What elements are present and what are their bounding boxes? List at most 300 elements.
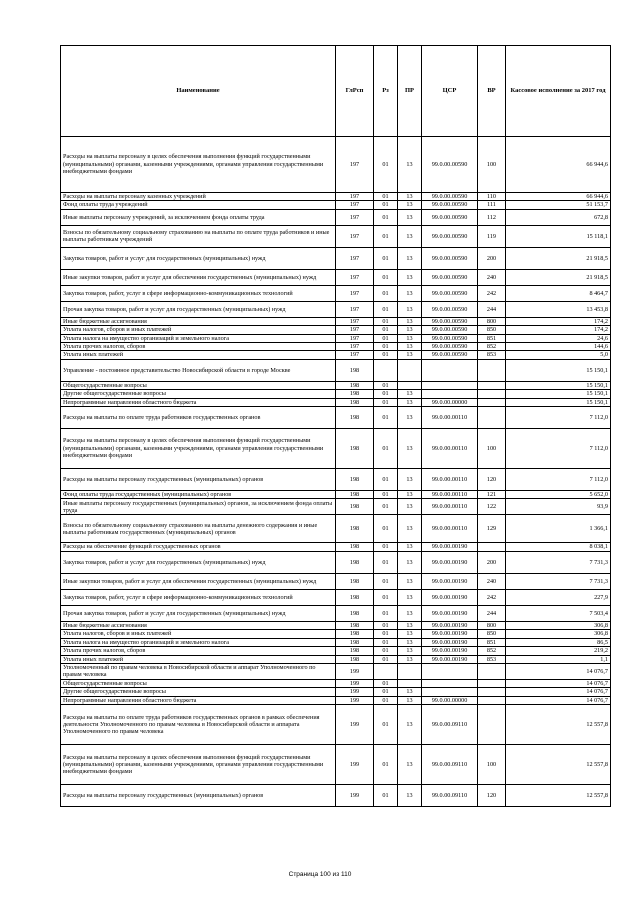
page-footer: Страница 100 из 110 xyxy=(288,871,352,878)
cell-vr: 852 xyxy=(478,647,506,655)
cell-name: Расходы на выплаты по оплате труда работников государственных органов в рамках обеспечения деятельности Уполномоченного по правам человека в Новосибирской области и аппарата Уполномоченного по правам человека xyxy=(61,705,336,745)
cell-sum: 5,0 xyxy=(506,351,611,359)
cell-name: Другие общегосударственные вопросы xyxy=(61,390,336,398)
table-row xyxy=(61,785,611,807)
cell-sum: 14 076,7 xyxy=(506,688,611,696)
cell-name: Уплата налогов, сборов и иных платежей xyxy=(61,630,336,638)
cell-sum: 227,9 xyxy=(506,589,611,605)
table-row xyxy=(61,663,611,679)
cell-grbs: 197 xyxy=(336,193,374,201)
cell-sum: 8 464,7 xyxy=(506,285,611,301)
cell-grbs: 198 xyxy=(336,655,374,663)
table-row xyxy=(61,429,611,469)
cell-csr xyxy=(422,688,478,696)
cell-sum: 14 076,7 xyxy=(506,696,611,704)
cell-grbs: 198 xyxy=(336,407,374,429)
cell-name: Взносы по обязательному социальному страхованию на выплаты по оплате труда работников и иные выплаты работникам учреждений xyxy=(61,225,336,247)
cell-pr: 13 xyxy=(398,469,422,491)
table-row xyxy=(61,301,611,317)
cell-sum: 8 038,1 xyxy=(506,543,611,551)
cell-vr xyxy=(478,359,506,381)
cell-csr: 99.0.00.00190 xyxy=(422,543,478,551)
table-row xyxy=(61,688,611,696)
cell-grbs: 197 xyxy=(336,334,374,342)
cell-vr xyxy=(478,398,506,406)
cell-sum: 306,8 xyxy=(506,621,611,629)
table-row xyxy=(61,469,611,491)
cell-name: Уплата прочих налогов, сборов xyxy=(61,343,336,351)
cell-vr xyxy=(478,688,506,696)
cell-sum: 219,2 xyxy=(506,647,611,655)
cell-rz: 01 xyxy=(374,343,398,351)
cell-name: Закупка товаров, работ и услуг для государственных (муниципальных) нужд xyxy=(61,551,336,573)
cell-csr xyxy=(422,359,478,381)
cell-rz: 01 xyxy=(374,605,398,621)
cell-grbs: 198 xyxy=(336,491,374,499)
cell-csr: 99.0.00.00110 xyxy=(422,429,478,469)
cell-name: Уполномоченный по правам человека в Новосибирской области и аппарат Уполномоченного по правам человека xyxy=(61,663,336,679)
cell-sum: 15 118,1 xyxy=(506,225,611,247)
cell-rz: 01 xyxy=(374,269,398,285)
cell-csr: 99.0.00.00590 xyxy=(422,285,478,301)
cell-name: Другие общегосударственные вопросы xyxy=(61,688,336,696)
table-row xyxy=(61,317,611,325)
table-row xyxy=(61,334,611,342)
cell-pr: 13 xyxy=(398,499,422,515)
table-row xyxy=(61,696,611,704)
cell-csr: 99.0.00.00000 xyxy=(422,398,478,406)
cell-pr: 13 xyxy=(398,543,422,551)
cell-grbs: 198 xyxy=(336,469,374,491)
table-row xyxy=(61,515,611,543)
cell-vr: 800 xyxy=(478,621,506,629)
cell-pr: 13 xyxy=(398,334,422,342)
cell-csr: 99.0.00.00590 xyxy=(422,225,478,247)
cell-csr: 99.0.00.09110 xyxy=(422,745,478,785)
cell-rz: 01 xyxy=(374,201,398,209)
cell-vr: 851 xyxy=(478,334,506,342)
cell-csr: 99.0.00.00590 xyxy=(422,193,478,201)
cell-pr: 13 xyxy=(398,269,422,285)
cell-vr: 852 xyxy=(478,343,506,351)
cell-pr: 13 xyxy=(398,589,422,605)
cell-rz xyxy=(374,663,398,679)
cell-vr: 110 xyxy=(478,193,506,201)
cell-sum: 15 150,1 xyxy=(506,359,611,381)
table-row xyxy=(61,491,611,499)
cell-pr: 13 xyxy=(398,655,422,663)
cell-rz: 01 xyxy=(374,630,398,638)
cell-grbs: 199 xyxy=(336,688,374,696)
table-row xyxy=(61,193,611,201)
cell-sum: 306,8 xyxy=(506,630,611,638)
cell-vr: 240 xyxy=(478,573,506,589)
cell-sum: 93,9 xyxy=(506,499,611,515)
cell-vr: 120 xyxy=(478,469,506,491)
cell-name: Расходы на выплаты персоналу государственных (муниципальных) органов xyxy=(61,785,336,807)
cell-pr: 13 xyxy=(398,705,422,745)
cell-rz: 01 xyxy=(374,285,398,301)
cell-pr xyxy=(398,359,422,381)
cell-pr: 13 xyxy=(398,317,422,325)
cell-csr: 99.0.00.00590 xyxy=(422,247,478,269)
cell-csr: 99.0.00.00590 xyxy=(422,351,478,359)
cell-sum: 13 453,8 xyxy=(506,301,611,317)
cell-vr: 244 xyxy=(478,605,506,621)
cell-vr: 242 xyxy=(478,589,506,605)
cell-vr xyxy=(478,696,506,704)
cell-name: Управление - постоянное представительство Новосибирской области в городе Москве xyxy=(61,359,336,381)
table-row xyxy=(61,573,611,589)
cell-sum: 5 652,0 xyxy=(506,491,611,499)
table-row xyxy=(61,137,611,193)
cell-sum: 14 076,7 xyxy=(506,679,611,687)
cell-csr: 99.0.00.00190 xyxy=(422,630,478,638)
table-row xyxy=(61,398,611,406)
cell-name: Фонд оплаты труда учреждений xyxy=(61,201,336,209)
table-row xyxy=(61,679,611,687)
cell-grbs: 197 xyxy=(336,343,374,351)
cell-vr: 244 xyxy=(478,301,506,317)
cell-csr: 99.0.00.09110 xyxy=(422,705,478,745)
cell-pr: 13 xyxy=(398,343,422,351)
cell-csr: 99.0.00.00110 xyxy=(422,491,478,499)
table-row xyxy=(61,390,611,398)
cell-rz: 01 xyxy=(374,301,398,317)
cell-grbs: 198 xyxy=(336,551,374,573)
cell-rz: 01 xyxy=(374,543,398,551)
cell-sum: 66 944,6 xyxy=(506,137,611,193)
cell-pr: 13 xyxy=(398,390,422,398)
cell-grbs: 199 xyxy=(336,745,374,785)
cell-name: Прочая закупка товаров, работ и услуг для государственных (муниципальных) нужд xyxy=(61,605,336,621)
cell-name: Непрограммные направления областного бюджета xyxy=(61,398,336,406)
cell-vr xyxy=(478,543,506,551)
cell-rz: 01 xyxy=(374,705,398,745)
cell-pr: 13 xyxy=(398,407,422,429)
cell-rz: 01 xyxy=(374,679,398,687)
cell-csr: 99.0.00.00190 xyxy=(422,638,478,646)
header-csr: ЦСР xyxy=(422,46,478,137)
cell-pr: 13 xyxy=(398,551,422,573)
table-row xyxy=(61,655,611,663)
table-row xyxy=(61,705,611,745)
cell-sum: 672,8 xyxy=(506,209,611,225)
cell-csr: 99.0.00.00190 xyxy=(422,621,478,629)
cell-vr: 119 xyxy=(478,225,506,247)
cell-pr: 13 xyxy=(398,285,422,301)
cell-grbs: 199 xyxy=(336,785,374,807)
table-row xyxy=(61,225,611,247)
cell-grbs: 197 xyxy=(336,351,374,359)
cell-grbs: 198 xyxy=(336,647,374,655)
cell-name: Закупка товаров, работ и услуг для государственных (муниципальных) нужд xyxy=(61,247,336,269)
cell-vr: 800 xyxy=(478,317,506,325)
cell-pr: 13 xyxy=(398,326,422,334)
header-grbs: ГлРсп xyxy=(336,46,374,137)
cell-grbs: 197 xyxy=(336,209,374,225)
cell-rz: 01 xyxy=(374,589,398,605)
budget-table xyxy=(60,45,611,807)
cell-name: Иные выплаты персоналу учреждений, за исключением фонда оплаты труда xyxy=(61,209,336,225)
cell-rz: 01 xyxy=(374,407,398,429)
cell-rz: 01 xyxy=(374,398,398,406)
cell-vr: 122 xyxy=(478,499,506,515)
cell-pr: 13 xyxy=(398,515,422,543)
cell-pr: 13 xyxy=(398,573,422,589)
cell-vr: 121 xyxy=(478,491,506,499)
cell-name: Общегосударственные вопросы xyxy=(61,381,336,389)
table-row xyxy=(61,351,611,359)
cell-rz: 01 xyxy=(374,317,398,325)
table-row xyxy=(61,621,611,629)
cell-name: Расходы на обеспечение функций государственных органов xyxy=(61,543,336,551)
cell-grbs: 198 xyxy=(336,573,374,589)
cell-csr xyxy=(422,663,478,679)
cell-grbs: 199 xyxy=(336,663,374,679)
cell-pr: 13 xyxy=(398,688,422,696)
cell-pr: 13 xyxy=(398,647,422,655)
cell-csr: 99.0.00.00000 xyxy=(422,696,478,704)
cell-grbs: 199 xyxy=(336,679,374,687)
cell-sum: 86,5 xyxy=(506,638,611,646)
cell-vr: 200 xyxy=(478,247,506,269)
cell-name: Иные бюджетные ассигнования xyxy=(61,621,336,629)
cell-pr: 13 xyxy=(398,630,422,638)
cell-rz: 01 xyxy=(374,745,398,785)
cell-csr: 99.0.00.00590 xyxy=(422,137,478,193)
cell-grbs: 198 xyxy=(336,515,374,543)
cell-name: Общегосударственные вопросы xyxy=(61,679,336,687)
cell-sum: 174,2 xyxy=(506,317,611,325)
cell-grbs: 198 xyxy=(336,638,374,646)
table-row xyxy=(61,285,611,301)
cell-sum: 7 731,3 xyxy=(506,551,611,573)
cell-rz: 01 xyxy=(374,515,398,543)
table-row xyxy=(61,326,611,334)
cell-rz: 01 xyxy=(374,326,398,334)
cell-pr: 13 xyxy=(398,201,422,209)
cell-csr: 99.0.00.00110 xyxy=(422,499,478,515)
cell-csr: 99.0.00.00590 xyxy=(422,317,478,325)
cell-name: Расходы на выплаты персоналу государственных (муниципальных) органов xyxy=(61,469,336,491)
cell-name: Закупка товаров, работ, услуг в сфере информационно-коммуникационных технологий xyxy=(61,589,336,605)
table-row xyxy=(61,381,611,389)
cell-sum: 24,6 xyxy=(506,334,611,342)
cell-sum: 14 076,7 xyxy=(506,663,611,679)
cell-vr: 100 xyxy=(478,429,506,469)
cell-pr: 13 xyxy=(398,193,422,201)
cell-csr: 99.0.00.00590 xyxy=(422,334,478,342)
cell-sum: 66 944,6 xyxy=(506,193,611,201)
cell-name: Расходы на выплаты по оплате труда работников государственных органов xyxy=(61,407,336,429)
cell-vr: 850 xyxy=(478,326,506,334)
cell-rz: 01 xyxy=(374,225,398,247)
cell-grbs: 198 xyxy=(336,621,374,629)
cell-rz: 01 xyxy=(374,137,398,193)
cell-rz: 01 xyxy=(374,193,398,201)
cell-vr xyxy=(478,705,506,745)
cell-vr: 129 xyxy=(478,515,506,543)
cell-vr: 112 xyxy=(478,209,506,225)
table-row xyxy=(61,551,611,573)
cell-name: Уплата прочих налогов, сборов xyxy=(61,647,336,655)
cell-sum: 12 557,8 xyxy=(506,705,611,745)
cell-vr: 120 xyxy=(478,785,506,807)
cell-sum: 1,1 xyxy=(506,655,611,663)
cell-csr: 99.0.00.00190 xyxy=(422,647,478,655)
cell-grbs: 198 xyxy=(336,605,374,621)
cell-grbs: 197 xyxy=(336,247,374,269)
cell-sum: 174,2 xyxy=(506,326,611,334)
table-row xyxy=(61,209,611,225)
cell-vr xyxy=(478,663,506,679)
table-row xyxy=(61,343,611,351)
cell-grbs: 197 xyxy=(336,317,374,325)
cell-sum: 15 150,1 xyxy=(506,398,611,406)
cell-sum: 21 918,5 xyxy=(506,269,611,285)
cell-grbs: 198 xyxy=(336,381,374,389)
cell-vr: 853 xyxy=(478,655,506,663)
cell-vr: 850 xyxy=(478,630,506,638)
cell-grbs: 197 xyxy=(336,269,374,285)
cell-vr xyxy=(478,381,506,389)
header-vr: ВР xyxy=(478,46,506,137)
cell-vr xyxy=(478,407,506,429)
cell-name: Расходы на выплаты персоналу в целях обеспечения выполнения функций государственными (муниципальными) органами, казенными учреждениями, органами управления государственными внебюджетными фондами xyxy=(61,137,336,193)
table-header-row xyxy=(61,46,611,137)
cell-csr: 99.0.00.00190 xyxy=(422,573,478,589)
cell-grbs: 198 xyxy=(336,589,374,605)
cell-grbs: 198 xyxy=(336,398,374,406)
cell-vr: 240 xyxy=(478,269,506,285)
cell-rz: 01 xyxy=(374,688,398,696)
cell-grbs: 197 xyxy=(336,301,374,317)
cell-name: Фонд оплаты труда государственных (муниципальных) органов xyxy=(61,491,336,499)
cell-rz: 01 xyxy=(374,785,398,807)
cell-vr: 200 xyxy=(478,551,506,573)
table-row xyxy=(61,269,611,285)
cell-pr: 13 xyxy=(398,301,422,317)
cell-pr: 13 xyxy=(398,745,422,785)
cell-sum: 12 557,8 xyxy=(506,745,611,785)
cell-csr: 99.0.00.00590 xyxy=(422,269,478,285)
cell-csr: 99.0.00.00190 xyxy=(422,605,478,621)
header-pr: ПР xyxy=(398,46,422,137)
table-row xyxy=(61,638,611,646)
cell-sum: 144,6 xyxy=(506,343,611,351)
cell-vr: 853 xyxy=(478,351,506,359)
cell-rz: 01 xyxy=(374,655,398,663)
cell-pr: 13 xyxy=(398,398,422,406)
cell-name: Иные закупки товаров, работ и услуг для обеспечения государственных (муниципальных) нужд xyxy=(61,269,336,285)
cell-pr xyxy=(398,663,422,679)
cell-name: Иные бюджетные ассигнования xyxy=(61,317,336,325)
table-row xyxy=(61,359,611,381)
cell-csr: 99.0.00.00190 xyxy=(422,655,478,663)
cell-rz xyxy=(374,359,398,381)
cell-grbs: 198 xyxy=(336,499,374,515)
cell-sum: 1 366,1 xyxy=(506,515,611,543)
cell-grbs: 198 xyxy=(336,429,374,469)
table-row xyxy=(61,605,611,621)
cell-sum: 15 150,1 xyxy=(506,390,611,398)
cell-vr xyxy=(478,679,506,687)
cell-sum: 7 112,0 xyxy=(506,429,611,469)
table-row xyxy=(61,543,611,551)
cell-name: Уплата налогов, сборов и иных платежей xyxy=(61,326,336,334)
table-row xyxy=(61,499,611,515)
cell-rz: 01 xyxy=(374,696,398,704)
cell-name: Уплата иных платежей xyxy=(61,351,336,359)
cell-name: Иные закупки товаров, работ и услуг для обеспечения государственных (муниципальных) нужд xyxy=(61,573,336,589)
header-name: Наименование xyxy=(61,46,336,137)
cell-name: Расходы на выплаты персоналу казенных учреждений xyxy=(61,193,336,201)
cell-vr: 100 xyxy=(478,745,506,785)
cell-csr: 99.0.00.00590 xyxy=(422,209,478,225)
cell-name: Непрограммные направления областного бюджета xyxy=(61,696,336,704)
cell-csr: 99.0.00.00590 xyxy=(422,201,478,209)
cell-rz: 01 xyxy=(374,647,398,655)
cell-rz: 01 xyxy=(374,573,398,589)
cell-rz: 01 xyxy=(374,469,398,491)
cell-grbs: 199 xyxy=(336,705,374,745)
cell-pr: 13 xyxy=(398,429,422,469)
cell-pr xyxy=(398,679,422,687)
cell-csr: 99.0.00.00190 xyxy=(422,589,478,605)
cell-rz: 01 xyxy=(374,491,398,499)
cell-name: Закупка товаров, работ, услуг в сфере информационно-коммуникационных технологий xyxy=(61,285,336,301)
table-row xyxy=(61,745,611,785)
cell-sum: 7 503,4 xyxy=(506,605,611,621)
cell-pr: 13 xyxy=(398,491,422,499)
cell-name: Расходы на выплаты персоналу в целях обеспечения выполнения функций государственными (муниципальными) органами, казенными учреждениями, органами управления государственными внебюджетными фондами xyxy=(61,745,336,785)
cell-vr: 111 xyxy=(478,201,506,209)
cell-csr: 99.0.00.00110 xyxy=(422,515,478,543)
cell-pr: 13 xyxy=(398,209,422,225)
table-row xyxy=(61,247,611,269)
cell-pr: 13 xyxy=(398,605,422,621)
cell-grbs: 197 xyxy=(336,137,374,193)
cell-vr: 100 xyxy=(478,137,506,193)
cell-rz: 01 xyxy=(374,351,398,359)
cell-rz: 01 xyxy=(374,381,398,389)
cell-grbs: 198 xyxy=(336,543,374,551)
cell-sum: 21 918,5 xyxy=(506,247,611,269)
cell-pr: 13 xyxy=(398,137,422,193)
cell-csr: 99.0.00.00110 xyxy=(422,407,478,429)
cell-rz: 01 xyxy=(374,638,398,646)
table-row xyxy=(61,630,611,638)
cell-sum: 51 153,7 xyxy=(506,201,611,209)
cell-grbs: 197 xyxy=(336,201,374,209)
cell-name: Расходы на выплаты персоналу в целях обеспечения выполнения функций государственными (муниципальными) органами, казенными учреждениями, органами управления государственными внебюджетными фондами xyxy=(61,429,336,469)
cell-pr: 13 xyxy=(398,785,422,807)
cell-rz: 01 xyxy=(374,551,398,573)
table-row xyxy=(61,647,611,655)
cell-vr: 242 xyxy=(478,285,506,301)
cell-pr xyxy=(398,381,422,389)
cell-sum: 15 150,1 xyxy=(506,381,611,389)
cell-grbs: 197 xyxy=(336,326,374,334)
cell-csr: 99.0.00.00590 xyxy=(422,326,478,334)
cell-grbs: 197 xyxy=(336,225,374,247)
cell-rz: 01 xyxy=(374,499,398,515)
cell-grbs: 198 xyxy=(336,390,374,398)
cell-name: Иные выплаты персоналу государственных (муниципальных) органов, за исключением фонда оплаты труда xyxy=(61,499,336,515)
cell-pr: 13 xyxy=(398,351,422,359)
cell-sum: 12 557,8 xyxy=(506,785,611,807)
